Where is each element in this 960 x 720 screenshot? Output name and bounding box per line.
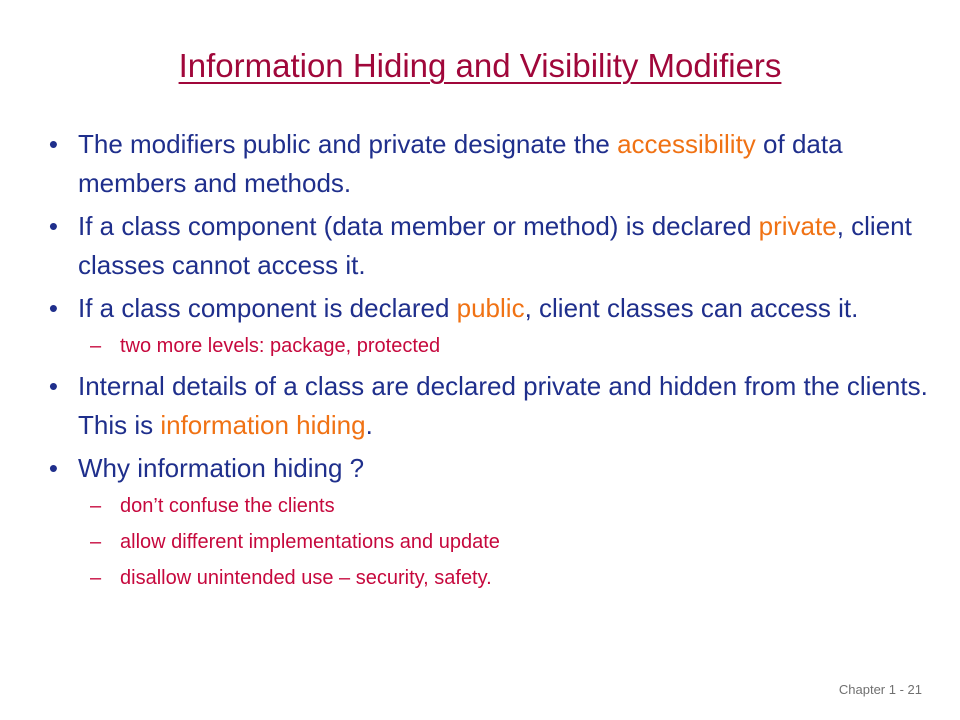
sub-text: allow different implementations and update bbox=[120, 531, 500, 553]
bullet-text: . bbox=[365, 410, 373, 440]
bullet-item bbox=[28, 207, 928, 285]
dash-icon: – bbox=[90, 335, 102, 357]
dash-icon: – bbox=[90, 495, 102, 517]
sub-item bbox=[28, 491, 928, 521]
highlight-text: accessibility bbox=[617, 129, 756, 159]
sub-item bbox=[28, 331, 928, 361]
bullet-item bbox=[28, 125, 928, 203]
sub-text: two more levels: package, protected bbox=[120, 335, 441, 357]
sub-text: don’t confuse the clients bbox=[120, 495, 335, 517]
highlight-text: information hiding bbox=[160, 410, 366, 440]
bullet-text: , client classes can access it. bbox=[524, 293, 859, 323]
dash-icon: – bbox=[90, 567, 102, 589]
bullet-item bbox=[28, 289, 928, 328]
slide-footer: Chapter 1 - 21 bbox=[838, 682, 922, 697]
bullet-text: Why information hiding ? bbox=[78, 453, 365, 483]
bullet-icon: • bbox=[48, 453, 58, 483]
bullet-text: , client classes cannot access it. bbox=[78, 211, 912, 280]
bullet-text: If a class component is declared bbox=[78, 293, 457, 323]
bullet-icon: • bbox=[48, 293, 58, 323]
highlight-text: public bbox=[456, 293, 525, 323]
bullet-item bbox=[28, 367, 928, 445]
bullet-text: The modifiers public and private designate the bbox=[78, 129, 618, 159]
bullet-text: of data members and methods. bbox=[78, 129, 843, 198]
sub-item bbox=[28, 527, 928, 557]
bullet-item bbox=[28, 449, 928, 488]
highlight-text: private bbox=[758, 211, 837, 241]
bullet-icon: • bbox=[48, 211, 58, 241]
bullet-icon: • bbox=[48, 129, 58, 159]
bullet-icon: • bbox=[48, 371, 58, 401]
slide-title: Information Hiding and Visibility Modifiers bbox=[178, 47, 782, 84]
slide-body bbox=[28, 125, 928, 600]
dash-icon: – bbox=[90, 531, 102, 553]
bullet-text: Internal details of a class are declared private and hidden from the clients. This is bbox=[78, 371, 928, 440]
sub-item bbox=[28, 563, 928, 593]
bullet-text: If a class component (data member or method) is declared bbox=[78, 211, 759, 241]
sub-text: disallow unintended use – security, safety. bbox=[120, 567, 492, 589]
